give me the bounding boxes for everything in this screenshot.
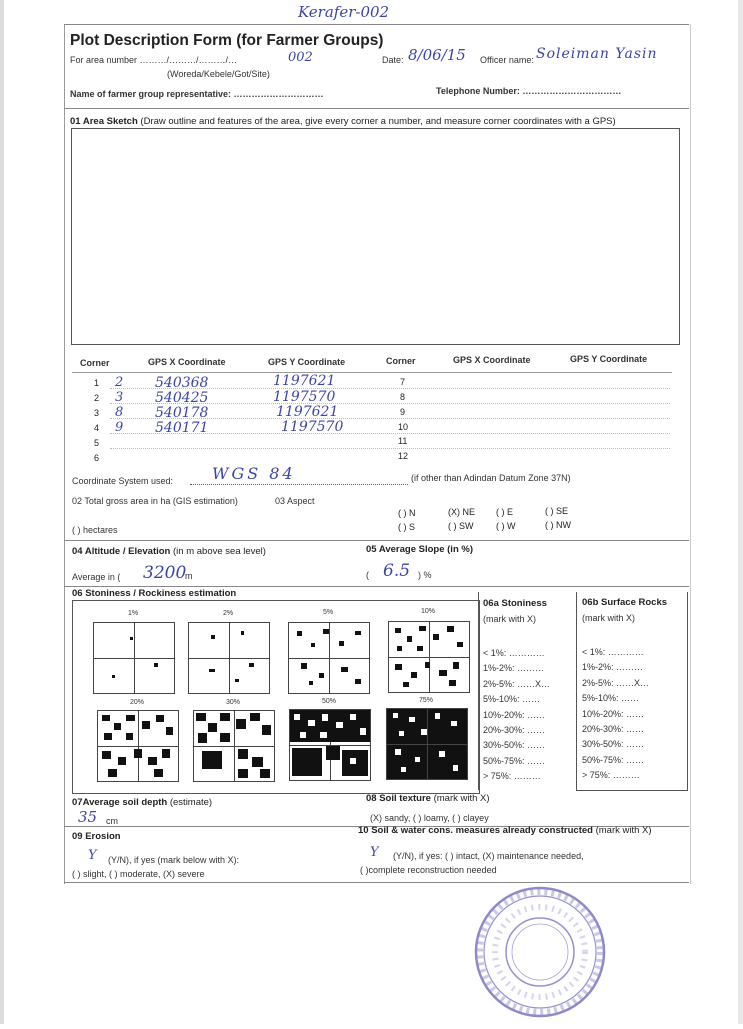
corner-row: 6 xyxy=(94,453,100,463)
handwritten-plot-code: Kerafer-002 xyxy=(298,3,390,21)
erosion-yn-label: (Y/N), if yes (mark below with X): xyxy=(108,855,240,865)
altitude-heading: 04 Altitude / Elevation (in m above sea level) xyxy=(72,546,266,557)
stoniness-label-5: 5% xyxy=(322,609,334,616)
stoniness-heading: 06 Stoniness / Rockiness estimation xyxy=(72,588,237,599)
date-value: 8/06/15 xyxy=(408,46,466,64)
corner-mark: 2 xyxy=(115,375,124,390)
stoniness-06a-options[interactable]: < 1%: ………… 1%-2%: ……… 2%-5%: ……X… 5%-10%: …… 10%-20%: …… 20%-30%: …… 30%-50%: …… 50%-75%: …… > 75%: ……… xyxy=(483,648,551,782)
stoniness-label-30: 30% xyxy=(225,699,240,706)
gps-y-value: 1197570 xyxy=(281,419,344,435)
altitude-value: 3200 xyxy=(143,563,187,583)
stoniness-diagram-10pct xyxy=(388,621,470,693)
coordinate-system-note: (if other than Adindan Datum Zone 37N) xyxy=(411,473,571,483)
corner-row: 12 xyxy=(398,451,409,461)
measures-yn-value: Y xyxy=(370,845,379,860)
corner-row: 11 xyxy=(398,436,408,446)
corner-mark: 3 xyxy=(115,390,124,405)
aspect-option-w[interactable]: ( ) W xyxy=(496,521,516,531)
slope-close: ) % xyxy=(418,570,432,580)
stoniness-label-50: 50% xyxy=(321,698,336,705)
corner-row: 9 xyxy=(400,407,406,417)
representative-label: Name of farmer group representative: ………………………… xyxy=(70,89,324,99)
area-number-label: For area number ………/………/………/… xyxy=(70,55,238,65)
stoniness-diagram-2pct xyxy=(188,622,270,694)
erosion-heading: 09 Erosion xyxy=(72,831,121,842)
area-sketch-heading: 01 Area Sketch (Draw outline and features of the area, give every corner a number, and measure corner coordinates with a GPS) xyxy=(70,116,616,127)
slope-value: 6.5 xyxy=(383,561,411,581)
altitude-average-label: Average in ( xyxy=(72,572,121,582)
gps-x-value: 540368 xyxy=(155,375,209,391)
gross-area-label: 02 Total gross area in ha (GIS estimation) xyxy=(72,496,238,506)
stoniness-diagram-50pct xyxy=(289,709,371,781)
measures-complete-reconstruction[interactable]: ( )complete reconstruction needed xyxy=(360,865,497,875)
gps-y-value: 1197570 xyxy=(273,389,336,405)
officer-name-label: Officer name: xyxy=(480,55,534,65)
corner-mark: 8 xyxy=(115,405,124,420)
gps-y-value: 1197621 xyxy=(276,404,339,420)
stoniness-label-10: 10% xyxy=(420,608,435,615)
form-title: Plot Description Form (for Farmer Groups) xyxy=(70,32,384,49)
aspect-option-sw[interactable]: ( ) SW xyxy=(448,521,474,531)
hectares-field[interactable]: ( ) hectares xyxy=(72,525,118,535)
slope-heading: 05 Average Slope (in %) xyxy=(366,544,473,555)
corner-row: 8 xyxy=(400,392,406,402)
corner-row: 2 xyxy=(94,393,100,403)
aspect-label: 03 Aspect xyxy=(275,496,315,506)
corner-row: 10 xyxy=(398,422,409,432)
stoniness-label-20: 20% xyxy=(129,699,144,706)
date-label: Date: xyxy=(382,55,404,65)
scan-edge-left xyxy=(0,0,4,1024)
gps-y-value: 1197621 xyxy=(273,373,336,389)
erosion-yn-value: Y xyxy=(88,848,97,863)
corner-row: 3 xyxy=(94,408,100,418)
gps-x-value: 540178 xyxy=(155,405,209,421)
aspect-option-n[interactable]: ( ) N xyxy=(398,508,416,518)
measures-heading: 10 Soil & water cons. measures already constructed (mark with X) xyxy=(358,825,652,836)
area-sketch-box[interactable] xyxy=(71,128,680,345)
stoniness-06a-note: (mark with X) xyxy=(483,614,537,624)
gps-y-header: GPS Y Coordinate xyxy=(268,357,346,367)
gps-x-value: 540425 xyxy=(155,390,209,406)
stoniness-diagram-20pct xyxy=(97,710,179,782)
surface-rocks-06b-note: (mark with X) xyxy=(582,613,636,623)
aspect-option-s[interactable]: ( ) S xyxy=(398,522,415,532)
stoniness-diagram-30pct xyxy=(193,710,275,782)
gps-x-value: 540171 xyxy=(155,420,209,436)
soil-depth-value: 35 xyxy=(78,808,98,826)
soil-texture-options[interactable]: (X) sandy, ( ) loamy, ( ) clayey xyxy=(370,813,489,823)
stoniness-diagram-75pct xyxy=(386,708,468,780)
stoniness-06a-title: 06a Stoniness xyxy=(483,598,547,609)
stoniness-diagram-5pct xyxy=(288,622,370,694)
gps-x-header-right: GPS X Coordinate xyxy=(453,355,531,365)
corner-header: Corner xyxy=(80,358,110,368)
aspect-option-ne[interactable]: (X) NE xyxy=(448,507,475,517)
slope-open: ( xyxy=(366,570,369,580)
corner-row: 5 xyxy=(94,438,100,448)
surface-rocks-06b-title: 06b Surface Rocks xyxy=(582,597,668,608)
stoniness-label-75: 75% xyxy=(418,697,433,704)
corner-row: 1 xyxy=(94,378,100,388)
corner-row: 4 xyxy=(94,423,100,433)
official-stamp xyxy=(470,884,610,1024)
soil-depth-unit: cm xyxy=(106,816,118,826)
scan-edge-right xyxy=(738,0,743,1024)
corner-header-right: Corner xyxy=(386,356,416,366)
stoniness-label-1: 1% xyxy=(127,610,139,617)
measures-yn-label[interactable]: (Y/N), if yes: ( ) intact, (X) maintenance needed, xyxy=(393,851,584,861)
soil-texture-heading: 08 Soil texture (mark with X) xyxy=(366,793,490,804)
aspect-option-nw[interactable]: ( ) NW xyxy=(545,520,571,530)
telephone-label: Telephone Number: …………………………… xyxy=(436,86,622,96)
stoniness-diagram-1pct xyxy=(93,622,175,694)
corner-row: 7 xyxy=(400,377,406,387)
stoniness-label-2: 2% xyxy=(222,610,234,617)
soil-depth-heading: 07Average soil depth (estimate) xyxy=(72,797,213,808)
aspect-option-e[interactable]: ( ) E xyxy=(496,507,513,517)
corner-mark: 9 xyxy=(115,420,124,435)
gps-y-header-right: GPS Y Coordinate xyxy=(570,354,648,364)
gps-x-header: GPS X Coordinate xyxy=(148,357,226,367)
altitude-unit: m xyxy=(185,571,193,581)
coordinate-system-label: Coordinate System used: xyxy=(72,476,174,486)
erosion-levels[interactable]: ( ) slight, ( ) moderate, (X) severe xyxy=(72,869,205,879)
coordinate-system-value: WGS 84 xyxy=(212,464,296,483)
surface-rocks-06b-options[interactable]: < 1%: ………… 1%-2%: ……… 2%-5%: ……X… 5%-10%: …… 10%-20%: …… 20%-30%: …… 30%-50%: …… 50%-75%: …… > 75%: ……… xyxy=(582,647,650,781)
area-number-subtitle: (Woreda/Kebele/Got/Site) xyxy=(167,69,270,79)
area-number-value: 002 xyxy=(288,50,313,65)
aspect-option-se[interactable]: ( ) SE xyxy=(545,506,569,516)
officer-name-value: Soleiman Yasin xyxy=(536,46,658,62)
